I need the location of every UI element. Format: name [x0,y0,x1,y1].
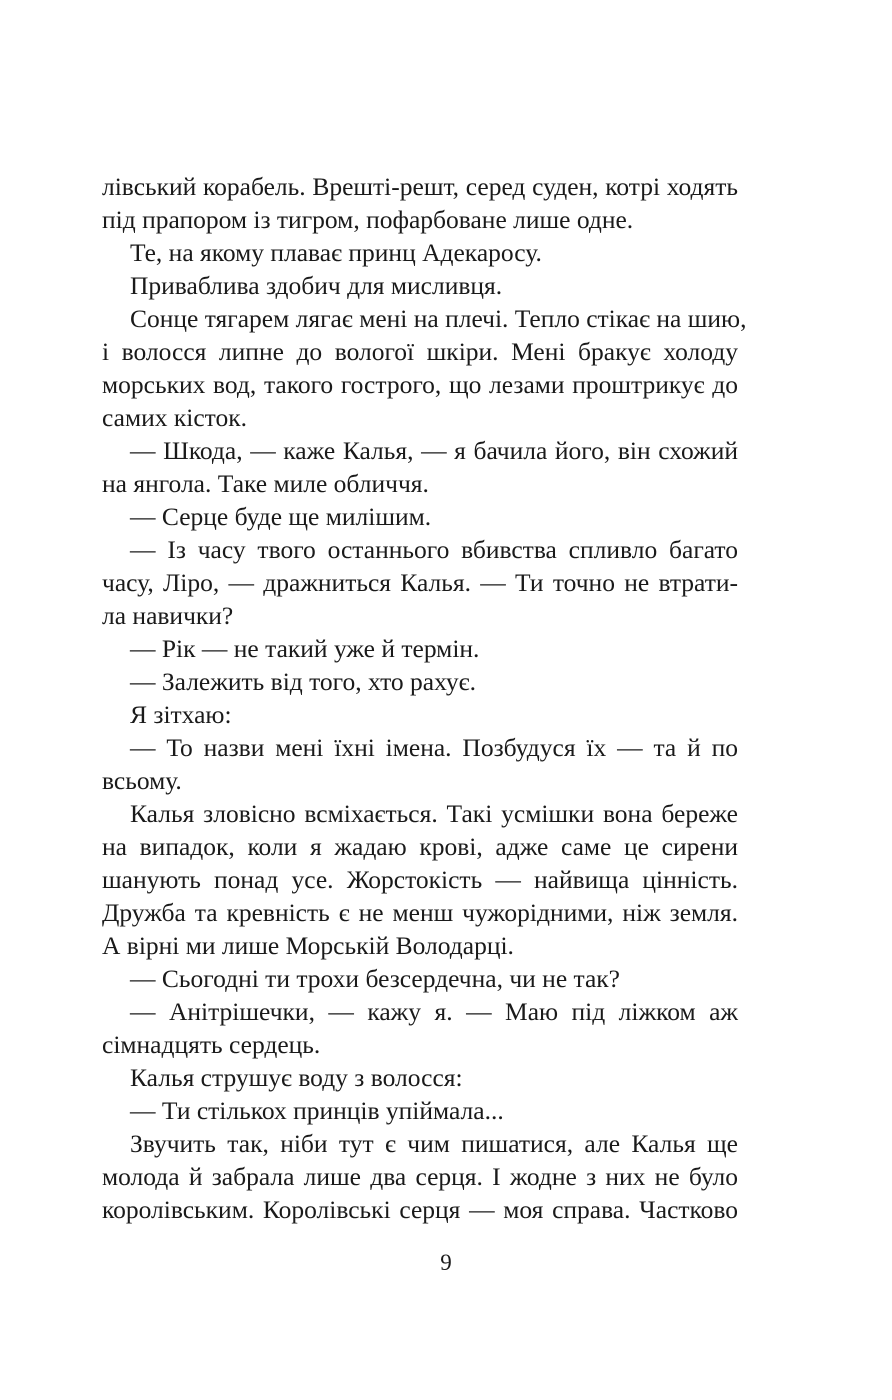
text-line: Калья зловісно всміхається. Такі усмішки вона береже [130,799,738,828]
text-line: самих кісток. [102,403,247,432]
page-number: 9 [440,1250,452,1275]
text-line: Приваблива здобич для мисливця. [130,271,503,300]
text-line: — Анітрішечки, — кажу я. — Маю під ліжком аж [130,997,738,1026]
text-line: ла навички? [102,601,234,630]
text-line: сімнадцять сердець. [102,1030,321,1059]
text-line: і волосся липне до вологої шкіри. Мені бракує холоду [102,337,738,366]
text-line: Дружба та кревність є не менш чужорідними, ніж земля. [102,898,738,927]
text-line: — Ти стількох принців упіймала... [130,1096,504,1125]
text-line: — Рік — не такий уже й термін. [130,634,480,663]
text-line: часу, Ліро, — дражниться Калья. — Ти точно не втрати- [102,568,738,597]
text-line: Калья струшує воду з волосся: [130,1063,463,1092]
text-line: морських вод, такого гострого, що лезами проштрикує до [102,370,738,399]
text-line: Звучить так, ніби тут є чим пишатися, але Калья ще [130,1129,738,1158]
text-line: шанують понад усе. Жорстокість — найвища цінність. [102,865,738,894]
text-line: королівським. Королівські серця — моя справа. Частково [102,1195,738,1224]
text-line: Те, на якому плаває принц Адекаросу. [130,238,542,267]
text-line: — Сьогодні ти трохи безсердечна, чи не так? [130,964,621,993]
text-line: — Із часу твого останнього вбивства спливло багато [130,535,738,564]
text-line: Сонце тягарем лягає мені на плечі. Тепло стікає на шию, [130,304,747,333]
text-line: А вірні ми лише Морській Володарці. [102,931,514,960]
text-line: — Серце буде ще милішим. [130,502,432,531]
text-line: всьому. [102,766,182,795]
text-line: на янгола. Таке миле обличчя. [102,469,429,498]
text-line: під прапором із тигром, пофарбоване лише одне. [102,205,634,234]
text-line: — Залежить від того, хто рахує. [130,667,476,696]
text-line: Я зітхаю: [130,700,232,729]
text-line: молода й забрала лише два серця. І жодне з них не було [102,1162,738,1191]
text-line: на випадок, коли я жадаю крові, адже саме це сирени [102,832,738,861]
text-line: — Шкода, — каже Калья, — я бачила його, він схожий [130,436,738,465]
text-line: лівський корабель. Врешті-решт, серед суден, котрі ходять [102,172,738,201]
text-line: — То назви мені їхні імена. Позбудуся їх — та й по [130,733,738,762]
